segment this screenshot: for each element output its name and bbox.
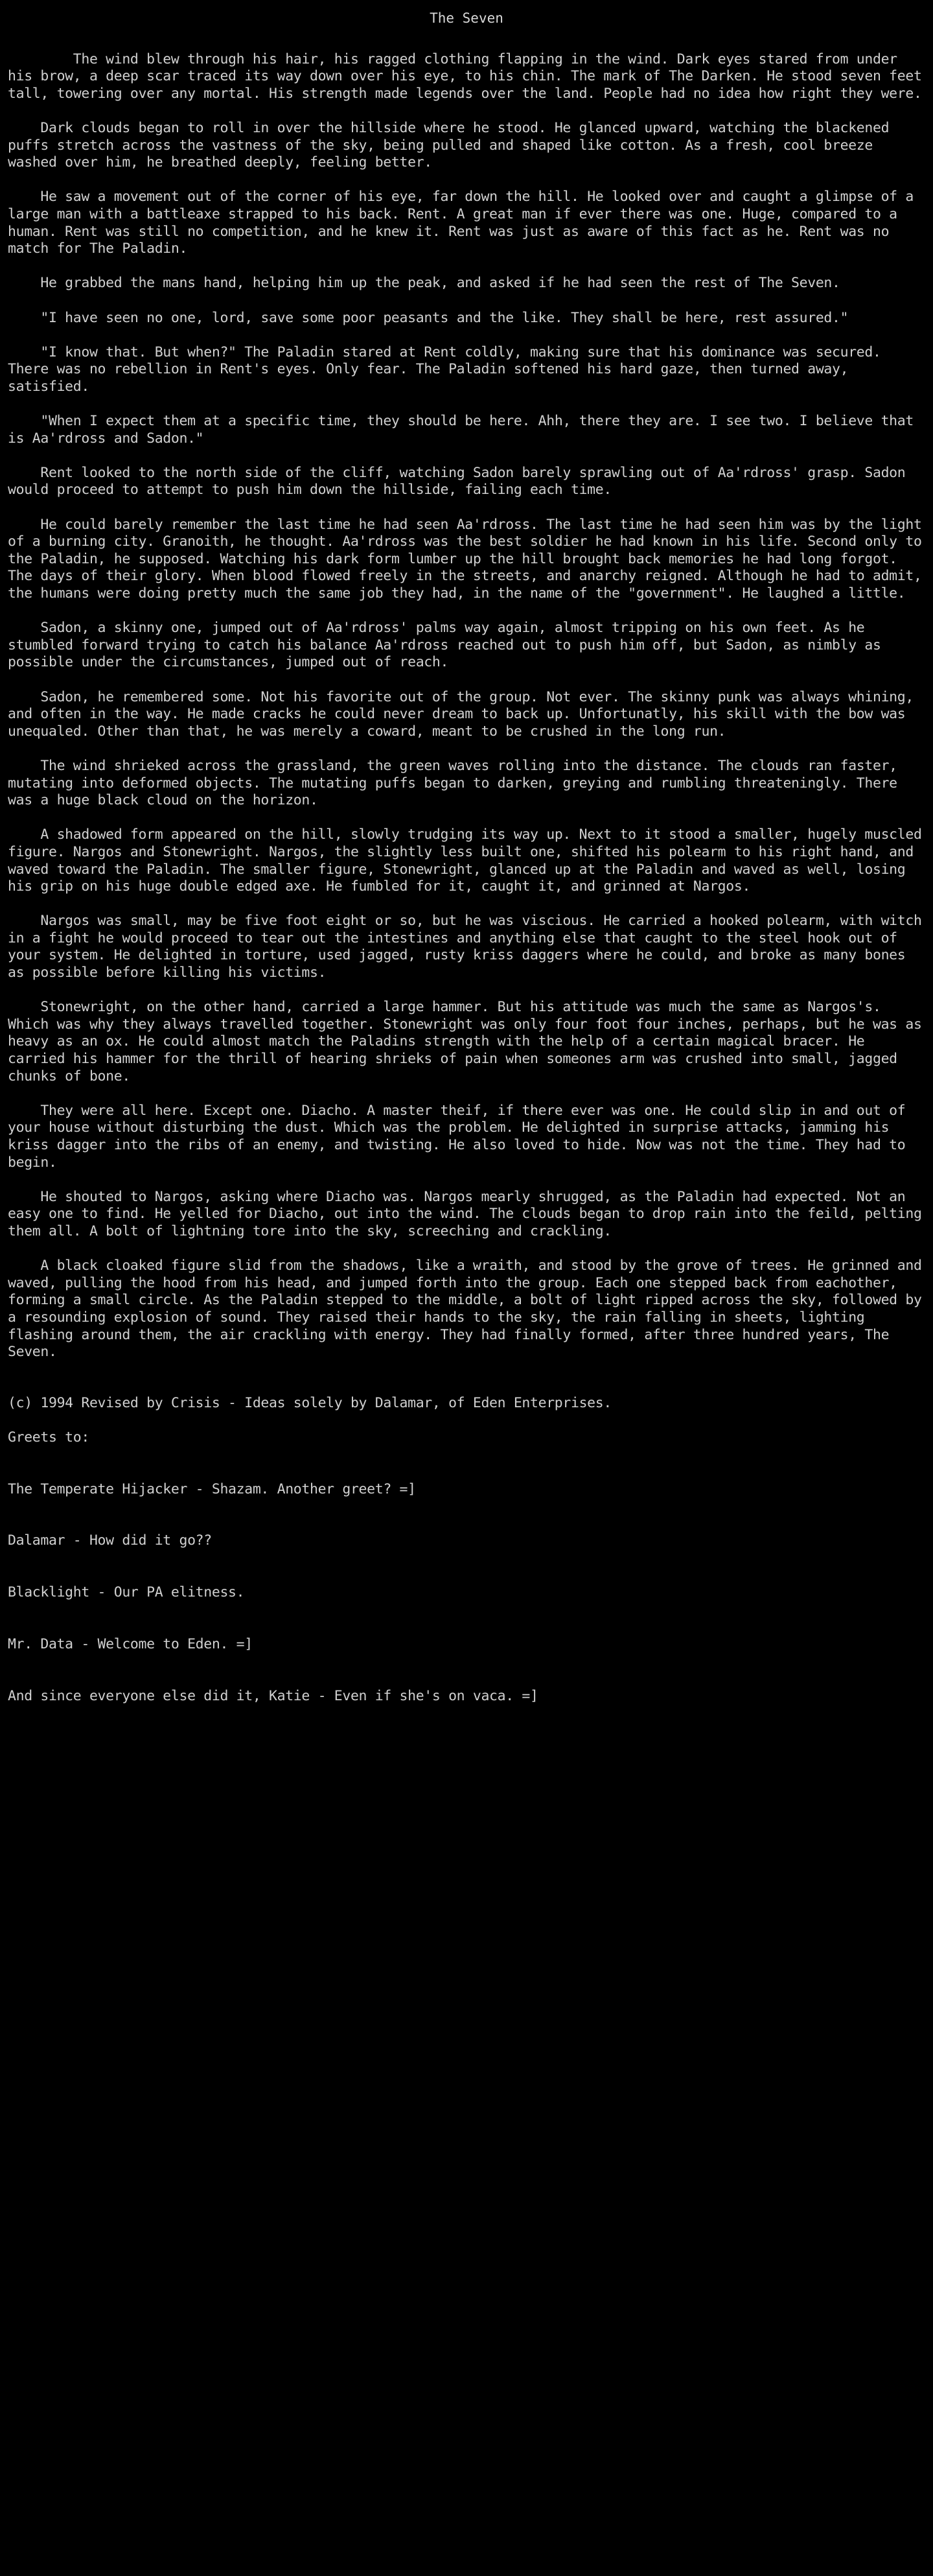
spacer (5, 1378, 928, 1395)
paragraph: Dark clouds began to roll in over the hillside where he stood. He glanced upward, watching the blackened puffs stretch across the vastness of the sky, being pulled and shaped like cotton. As a fresh, cool breeze washed over him, he breathed deeply, feeling better. (8, 119, 897, 171)
paragraph: Stonewright, on the other hand, carried a large hammer. But his attitude was much the same as Nargos's. Which was why they always travelled together. Stonewright was only four foot four inches, perhaps, but he was as heavy as an ox. He could almost match the Paladins strength with the help of a certain magical bracer. He carried his hammer for the thrill of hearing shrieks of pain when someones arm was crushed into small, jagged chunks of bone. (8, 999, 930, 1084)
greet-item: And since everyone else did it, Katie - Even if she's on vaca. =] (8, 1687, 538, 1704)
story-body (5, 34, 928, 1378)
paragraph: The wind shrieked across the grassland, the green waves rolling into the distance. The clouds ran faster, mutating into deformed objects. The mutating puffs began to darken, greying and rumbling threateningly. There was a huge black cloud on the horizon. (8, 757, 906, 809)
paragraph: He saw a movement out of the corner of his eye, far down the hill. He looked over and caught a glimpse of a large man with a battleaxe strapped to his back. Rent. A great man if ever there was one. Huge, compared to a human. Rent was still no competition, and he knew it. Rent was just as aware of this fact as he. Rent was no match for The Paladin. (8, 189, 922, 257)
paragraph: Sadon, he remembered some. Not his favorite out of the group. Not ever. The skinny punk was always whining, and often in the way. He made cracks he could never dream to back up. Unfortunatly, his skill with the bow was unequaled. Other than that, he was merely a coward, meant to be crushed in the long run. (8, 688, 922, 740)
page-title: The Seven (430, 10, 503, 26)
greet-item: Dalamar - How did it go?? (8, 1532, 212, 1549)
paragraph: He could barely remember the last time he had seen Aa'rdross. The last time he had seen him was by the light of a burning city. Granoith, he thought. Aa'rdross was the best soldier he had known in his life. Second only to the Paladin, he supposed. Watching his dark form lumber up the hill brought back memories he had long forgot. The days of their glory. When blood flowed freely in the streets, and anarchy reigned. Although he had to admit, the humans were doing pretty much the same job they had, in the name of the "government". He laughed a little. (8, 516, 930, 602)
paragraph: "When I expect them at a specific time, they should be here. Ahh, there they are. I see two. I believe that is Aa'rdross and Sadon." (8, 413, 922, 447)
greet-item: Blacklight - Our PA elitness. (8, 1584, 245, 1601)
paragraph: A black cloaked figure slid from the shadows, like a wraith, and stood by the grove of trees. He grinned and waved, pulling the hood from his head, and jumped forth into the group. Each one stepped back from eachother, forming a small circle. As the Paladin stepped to the middle, a bolt of light ripped across the sky, followed by a resounding explosion of sound. They raised their hands to the sky, the rain falling in sheets, lighting flashing around them, the air crackling with energy. They had finally formed, after three hundred years, The Seven. (8, 1258, 930, 1361)
copyright-line: (c) 1994 Revised by Crisis - Ideas solely by Dalamar, of Eden Enterprises. (8, 1395, 612, 1412)
paragraph: A shadowed form appeared on the hill, slowly trudging its way up. Next to it stood a smaller, hugely muscled figure. Nargos and Stonewright. Nargos, the slightly less built one, shifted his polearm to his right hand, and waved toward the Paladin. The smaller figure, Stonewright, glanced up at the Paladin and waved as well, losing his grip on his huge double edged axe. He fumbled for it, caught it, and grinned at Nargos. (8, 826, 930, 895)
greets-list (5, 1447, 928, 1740)
greet-item: Mr. Data - Welcome to Eden. =] (8, 1636, 253, 1653)
greets-header: Greets to: (8, 1429, 89, 1446)
paragraph: Sadon, a skinny one, jumped out of Aa'rdross' palms way again, almost tripping on his own feet. As he stumbled forward trying to catch his balance Aa'rdross reached out to push him off, but Sadon, as nimbly as possible under the circumstances, jumped out of reach. (8, 620, 890, 671)
greet-item: The Temperate Hijacker - Shazam. Another greet? =] (8, 1481, 416, 1497)
paragraph: Rent looked to the north side of the cliff, watching Sadon barely sprawling out of Aa'rdross' grasp. Sadon would proceed to attempt to push him down the hillside, failing each time. (8, 464, 914, 498)
paragraph: Nargos was small, may be five foot eight or so, but he was viscious. He carried a hooked polearm, with witch in a fight he would proceed to tear out the intestines and anything else that caught to the steel hook out of your system. He delighted in torture, used jagged, rusty kriss daggers where he could, and broke as many bones as possible before killing his victims. (8, 913, 930, 981)
paragraph: He grabbed the mans hand, helping him up the peak, and asked if he had seen the rest of The Seven. (8, 275, 840, 292)
paragraph: They were all here. Except one. Diacho. A master theif, if there ever was one. He could slip in and out of your house without disturbing the dust. Which was the problem. He delighted in surprise attacks, jamming his kriss dagger into the ribs of an enemy, and twisting. He also loved to hide. Now was not the time. They had to begin. (8, 1102, 914, 1171)
paragraph: "I know that. But when?" The Paladin stared at Rent coldly, making sure that his dominance was secured. There was no rebellion in Rent's eyes. Only fear. The Paladin softened his hard gaze, then turned away, satisfied. (8, 344, 890, 395)
paragraph: He shouted to Nargos, asking where Diacho was. Nargos mearly shrugged, as the Paladin had expected. Not an easy one to find. He yelled for Diacho, out into the wind. The clouds began to drop rain into the feild, pelting them all. A bolt of lightning tore into the sky, screeching and crackling. (8, 1188, 930, 1239)
spacer (5, 1412, 928, 1429)
paragraph: "I have seen no one, lord, save some poor peasants and the like. They shall be here, rest assured." (8, 309, 849, 326)
paragraph: The wind blew through his hair, his ragged clothing flapping in the wind. Dark eyes stared from under his brow, a deep scar traced its way down over his eye, to his chin. The mark of The Darken. He stood seven feet tall, towering over any mortal. His strength made legends over the land. People had no idea how right they were. (8, 51, 930, 102)
